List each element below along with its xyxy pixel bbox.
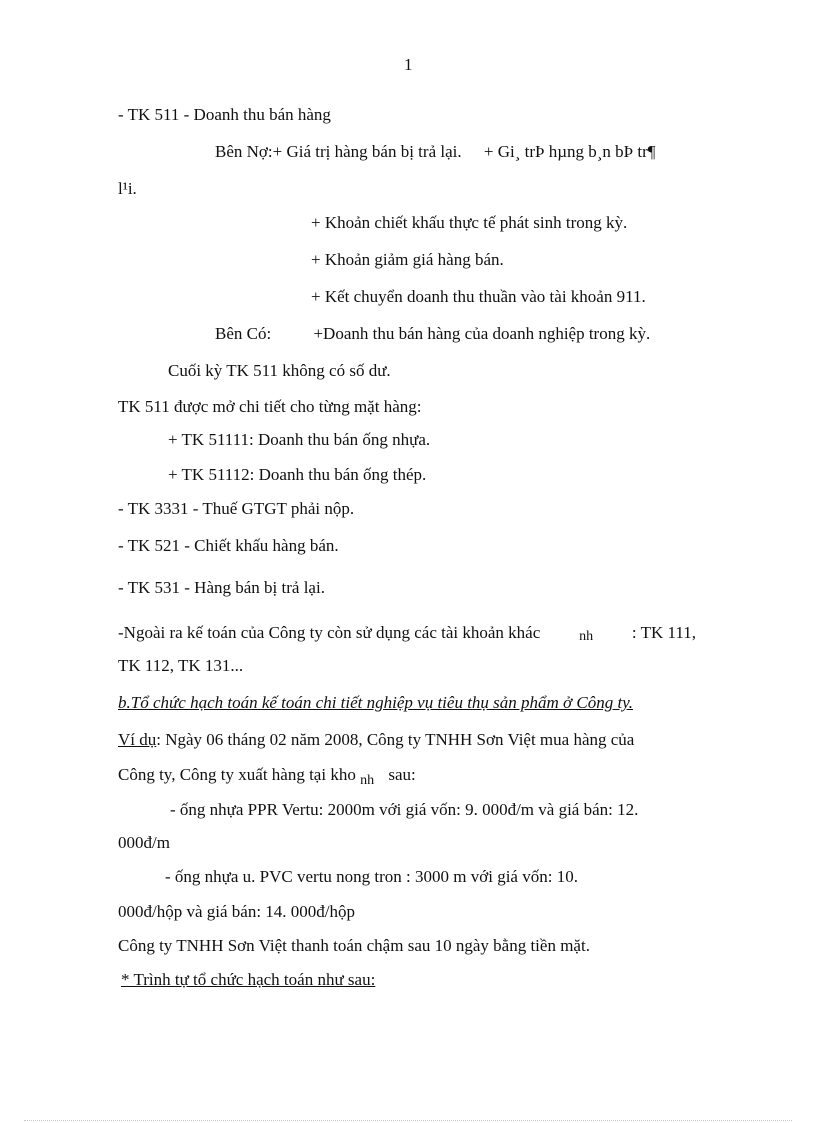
item-pvc-continuation: 000đ/hộp và giá bán: 14. 000đ/hộp [118, 902, 356, 921]
account-tk51112: + TK 51112: Doanh thu bán ống thép. [168, 465, 427, 484]
debit-line [215, 141, 655, 163]
debit-transfer: + Kết chuyển doanh thu thuần vào tài khoản 911. [311, 287, 646, 306]
item-pvc: - ống nhựa u. PVC vertu nong tron : 3000 m với giá vốn: 10. [165, 867, 578, 886]
section-heading-b: b.Tổ chức hạch toán kế toán chi tiết nghiệp vụ tiêu thụ sản phẩm ở Công ty. [118, 693, 634, 712]
procedure-heading: * Trình tự tổ chức hạch toán như sau: [121, 970, 376, 989]
example-label: Ví dụ [118, 730, 157, 749]
account-tk511: - TK 511 - Doanh thu bán hàng [118, 105, 331, 124]
account-tk521: - TK 521 - Chiết khấu hàng bán. [118, 536, 339, 555]
debit-discount: + Khoản chiết khấu thực tế phát sinh trong kỳ. [311, 213, 628, 232]
page-bottom-border [24, 1120, 792, 1121]
item-ppr-continuation: 000đ/m [118, 833, 170, 852]
debit-continuation: l¹i. [118, 179, 137, 198]
example-cont-sau: sau: [388, 765, 416, 784]
item-ppr [170, 799, 696, 821]
example-text: : Ngày 06 tháng 02 năm 2008, Công ty TNHH Sơn Việt mua hàng của [156, 730, 635, 749]
payment-terms: Công ty TNHH Sơn Việt thanh toán chậm sau 10 ngày bằng tiền mặt. [118, 936, 590, 955]
other-accounts-tk111: : TK 111, [631, 623, 696, 642]
debit-garbled-text: + Gi¸ trÞ hµng b¸n bÞ tr¶ [483, 142, 656, 161]
detail-accounts: TK 511 được mở chi tiết cho từng mặt hàng: [118, 397, 422, 416]
credit-label: Bên Có: [215, 324, 272, 343]
other-accounts-nh: nh [579, 629, 594, 644]
debit-price-reduction: + Khoản giảm giá hàng bán. [311, 250, 504, 269]
other-accounts-continuation: TK 112, TK 131... [118, 656, 244, 675]
item-ppr-text: - ống nhựa PPR Vertu: 2000m với giá vốn: 9. 000đ/m và giá bán: 12. [170, 800, 639, 819]
account-tk531: - TK 531 - Hàng bán bị trả lại. [118, 578, 325, 597]
credit-line [215, 323, 650, 345]
example-line [118, 729, 696, 751]
account-tk3331: - TK 3331 - Thuế GTGT phải nộp. [118, 499, 355, 518]
debit-returned-goods: Bên Nợ:+ Giá trị hàng bán bị trả lại. [215, 142, 462, 161]
example-continuation [118, 764, 416, 788]
closing-balance: Cuối kỳ TK 511 không có số dư. [168, 361, 391, 380]
example-cont-text: Công ty, Công ty xuất hàng tại kho [118, 765, 356, 784]
other-accounts-text: -Ngoài ra kế toán của Công ty còn sử dụng các tài khoản khác [118, 623, 541, 642]
page-number: 1 [404, 55, 413, 74]
account-tk51111: + TK 51111: Doanh thu bán ống nhựa. [168, 430, 431, 449]
credit-text: +Doanh thu bán hàng của doanh nghiệp trong kỳ. [313, 324, 651, 343]
example-cont-nh: nh [360, 773, 375, 788]
other-accounts-line [118, 622, 696, 644]
